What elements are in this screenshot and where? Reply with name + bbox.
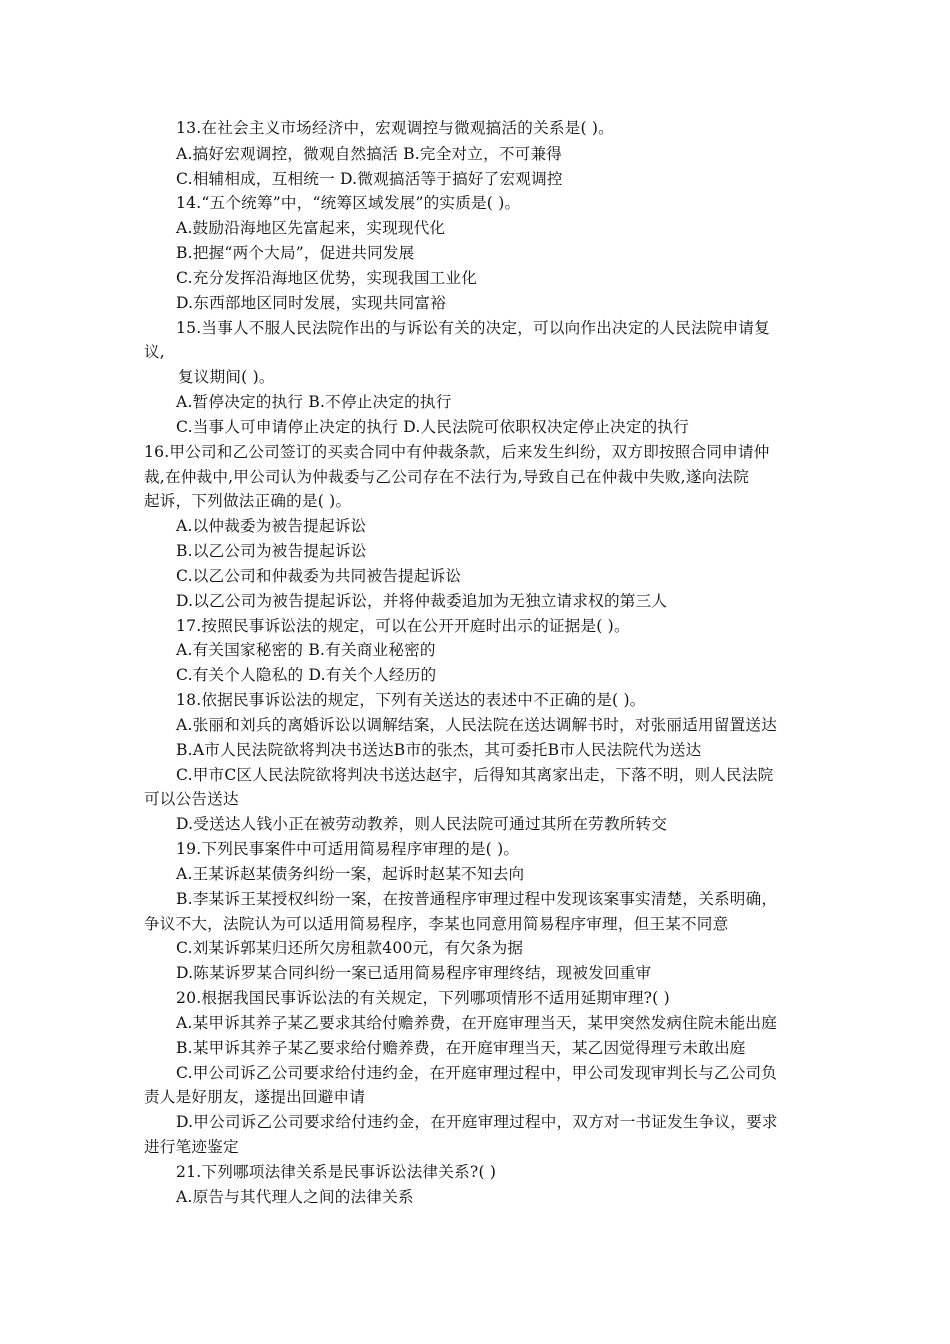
question-13-options-cd: C.相辅相成，互相统一 D.微观搞活等于搞好了宏观调控	[176, 170, 563, 188]
question-14-option-b: B.把握“两个大局”，促进共同发展	[176, 244, 415, 262]
question-17-stem: 17.按照民事诉讼法的规定，可以在公开开庭时出示的证据是( )。	[176, 617, 630, 635]
question-20-option-c: C.甲公司诉乙公司要求给付违约金，在开庭审理过程中，甲公司发现审判长与乙公司负	[176, 1064, 778, 1082]
question-18-option-d: D.受送达人钱小正在被劳动教养，则人民法院可通过其所在劳教所转交	[176, 815, 668, 833]
question-14-option-c: C.充分发挥沿海地区优势，实现我国工业化	[176, 269, 478, 287]
question-19-option-c: C.刘某诉郭某归还所欠房租款400元，有欠条为据	[176, 939, 524, 957]
question-20-option-a: A.某甲诉其养子某乙要求其给付赡养费，在开庭审理当天，某甲突然发病住院未能出庭	[176, 1014, 777, 1032]
question-21-stem: 21.下列哪项法律关系是民事诉讼法律关系?( )	[176, 1163, 497, 1181]
question-17-options-ab: A.有关国家秘密的 B.有关商业秘密的	[176, 641, 436, 659]
question-17-options-cd: C.有关个人隐私的 D.有关个人经历的	[176, 666, 437, 684]
question-18-stem: 18.依据民事诉讼法的规定，下列有关送达的表述中不正确的是( )。	[176, 691, 646, 709]
question-16-stem: 16.甲公司和乙公司签订的买卖合同中有仲裁条款，后来发生纠纷，双方即按照合同申请仲	[144, 443, 770, 461]
question-15-stem: 15.当事人不服人民法院作出的与诉讼有关的决定，可以向作出决定的人民法院申请复	[176, 319, 770, 337]
question-16-stem-cont: 起诉，下列做法正确的是( )。	[144, 492, 352, 510]
question-18-option-c: C.甲市C区人民法院欲将判决书送达赵宇，后得知其离家出走，下落不明，则人民法院	[176, 766, 774, 784]
question-14-option-d: D.东西部地区同时发展，实现共同富裕	[176, 294, 447, 312]
question-20-option-b: B.某甲诉其养子某乙要求给付赡养费，在开庭审理当天，某乙因觉得理亏未敢出庭	[176, 1039, 746, 1057]
question-15-options-cd: C.当事人可申请停止决定的执行 D.人民法院可依职权决定停止决定的执行	[176, 418, 690, 436]
question-18-option-b: B.A市人民法院欲将判决书送达B市的张杰，其可委托B市人民法院代为送达	[176, 741, 702, 759]
question-16-option-a: A.以仲裁委为被告提起诉讼	[176, 517, 367, 535]
question-16-option-b: B.以乙公司为被告提起诉讼	[176, 542, 367, 560]
question-16-option-c: C.以乙公司和仲裁委为共同被告提起诉讼	[176, 567, 462, 585]
question-19-option-d: D.陈某诉罗某合同纠纷一案已适用简易程序审理终结，现被发回重审	[176, 964, 652, 982]
question-15-stem-cont: 复议期间( )。	[178, 368, 275, 386]
question-21-option-a: A.原告与其代理人之间的法律关系	[176, 1188, 414, 1206]
question-19-option-a: A.王某诉赵某债务纠纷一案，起诉时赵某不知去向	[176, 865, 525, 883]
question-19-option-b: B.李某诉王某授权纠纷一案，在按普通程序审理过程中发现该案事实清楚，关系明确，	[176, 890, 778, 908]
question-19-stem: 19.下列民事案件中可适用简易程序审理的是( )。	[176, 840, 520, 858]
question-14-stem: 14.“五个统筹”中，“统筹区域发展”的实质是( )。	[176, 194, 521, 212]
question-20-option-d: D.甲公司诉乙公司要求给付违约金，在开庭审理过程中，双方对一书证发生争议，要求	[176, 1113, 778, 1131]
question-20-option-d-cont: 进行笔迹鉴定	[144, 1138, 239, 1156]
question-20-stem: 20.根据我国民事诉讼法的有关规定，下列哪项情形不适用延期审理?( )	[176, 989, 670, 1007]
question-16-stem-cont: 裁,在仲裁中,甲公司认为仲裁委与乙公司存在不法行为,导致自己在仲裁中失败,遂向法院	[144, 468, 749, 486]
question-19-option-b-cont: 争议不大，法院认为可以适用简易程序，李某也同意用简易程序审理，但王某不同意	[144, 915, 729, 933]
question-20-option-c-cont: 责人是好朋友，遂提出回避申请	[144, 1088, 366, 1106]
question-14-option-a: A.鼓励沿海地区先富起来，实现现代化	[176, 219, 446, 237]
question-15-options-ab: A.暂停决定的执行 B.不停止决定的执行	[176, 393, 452, 411]
question-18-option-c-cont: 可以公告送达	[144, 790, 239, 808]
question-18-option-a: A.张丽和刘兵的离婚诉讼以调解结案，人民法院在送达调解书时，对张丽适用留置送达	[176, 716, 777, 734]
question-16-option-d: D.以乙公司为被告提起诉讼，并将仲裁委追加为无独立请求权的第三人	[176, 592, 668, 610]
question-13-options-ab: A.搞好宏观调控，微观自然搞活 B.完全对立，不可兼得	[176, 145, 563, 163]
question-13-stem: 13.在社会主义市场经济中，宏观调控与微观搞活的关系是( )。	[176, 119, 614, 137]
question-15-stem-cont: 议,	[144, 343, 165, 361]
